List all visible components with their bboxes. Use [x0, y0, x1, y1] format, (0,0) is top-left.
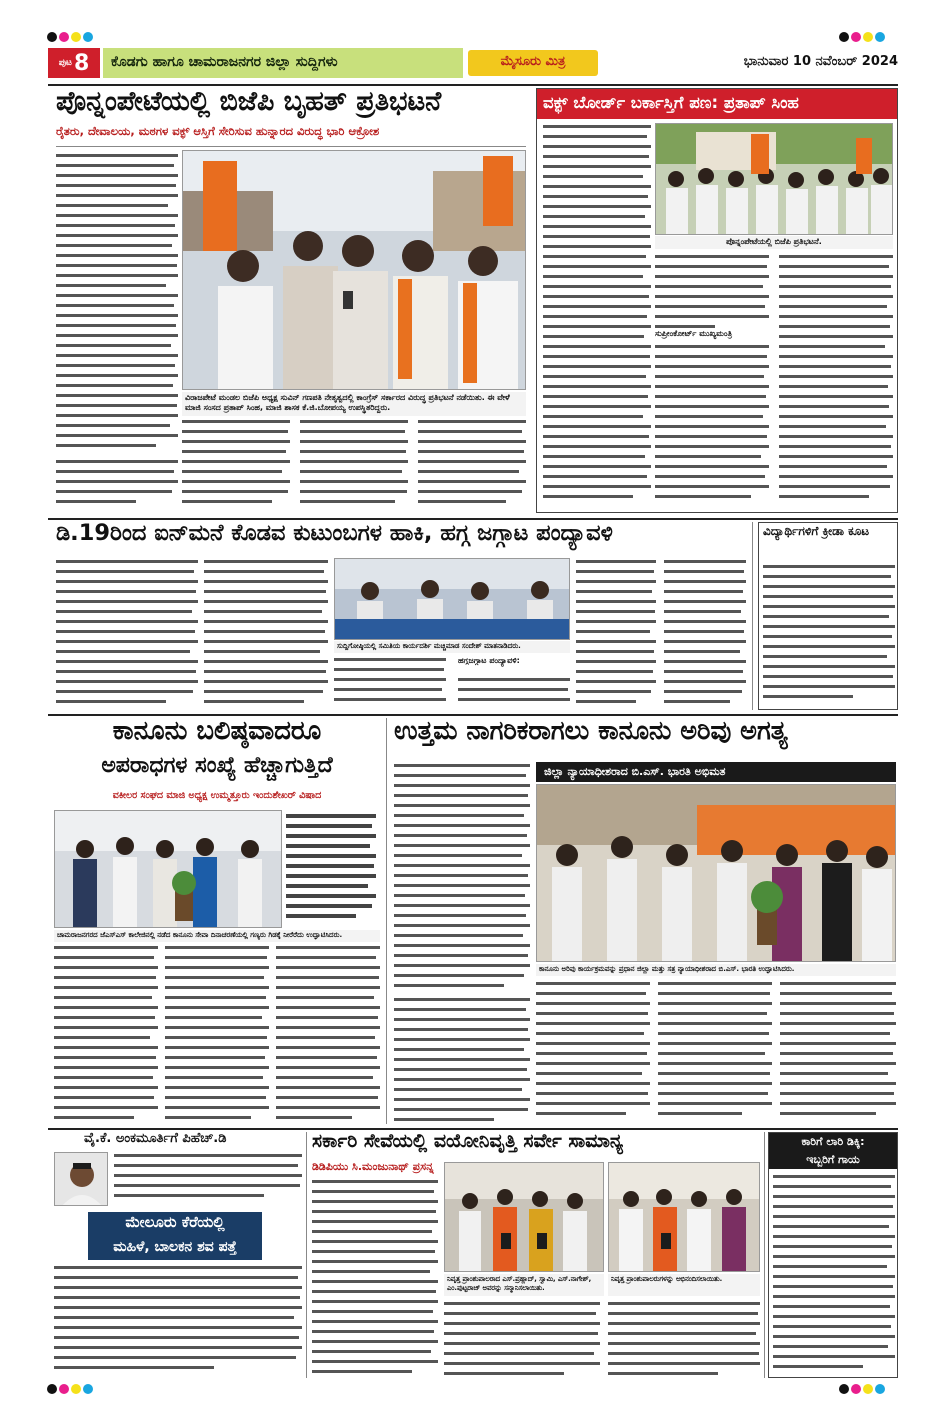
page-label: ಪುಟ	[58, 58, 72, 68]
story-body-column	[312, 1178, 438, 1378]
story-body-columns	[54, 944, 380, 1124]
page-number: 8	[73, 50, 90, 76]
story-body-column	[204, 558, 328, 708]
story-subhead: ರೈತರು, ದೇವಾಲಯ, ಮಠಗಳ ವಕ್ಫ್ ಆಸ್ತಿಗೆ ಸೇರಿಸುವ ಹುನ್ನಾರದ ವಿರುದ್ಧ ಭಾರಿ ಆಕ್ರೋಶ	[56, 124, 380, 138]
story-headline-line2: ಮಹಿಳೆ, ಬಾಲಕನ ಶವ ಪತ್ತೆ	[88, 1236, 262, 1260]
retirement-photo-right	[608, 1162, 760, 1272]
paper-logo: ಮೈಸೂರು ಮಿತ್ರ	[468, 50, 598, 76]
story-headline: ಉತ್ತಮ ನಾಗರಿಕರಾಗಲು ಕಾನೂನು ಅರಿವು ಅಗತ್ಯ	[394, 718, 788, 746]
story-headline: ವೈ.ಕೆ. ಅಂಕಮೂರ್ತಿಗೆ ಪಿಹೆಚ್.ಡಿ	[84, 1132, 227, 1146]
story-body-columns	[536, 980, 896, 1124]
story-kodava-hockey	[48, 522, 748, 710]
story-body-column	[543, 123, 651, 509]
page-number-box	[48, 48, 100, 78]
masthead	[48, 48, 898, 82]
story-subhead: ವಕೀಲರ ಸಂಘದ ಮಾಜಿ ಅಧ್ಯಕ್ಷ ಉಮ್ಮತ್ತೂರು ಇಂದುಶೇಖರ್ ವಿಷಾದ	[112, 790, 322, 801]
story-headline: ವಿದ್ಯಾರ್ಥಿಗಳಿಗೆ ಕ್ರೀಡಾ ಕೂಟ	[763, 525, 870, 538]
story-sports-meet	[758, 522, 898, 710]
story-headline: ಪೊನ್ನಂಪೇಟೆಯಲ್ಲಿ ಬಿಜೆಪಿ ಬೃಹತ್ ಪ್ರತಿಭಟನೆ	[56, 88, 442, 117]
retirement-photo-left	[444, 1162, 604, 1272]
law-day-photo	[54, 810, 282, 928]
story-headline-line1: ಕಾನೂನು ಬಲಿಷ್ಠವಾದರೂ	[112, 718, 322, 746]
column-rule	[752, 522, 753, 710]
story-body-column	[763, 563, 895, 707]
story-phd	[48, 1132, 302, 1208]
story-headline-line1: ಕಾರಿಗೆ ಲಾರಿ ಡಿಕ್ಕಿ:	[769, 1133, 897, 1151]
section-rule	[48, 714, 898, 716]
legal-awareness-caption: ಕಾನೂನು ಅರಿವು ಕಾರ್ಯಕ್ರಮವನ್ನು ಪ್ರಧಾನ ಜಿಲ್ಲಾ ಮತ್ತು ಸತ್ರ ನ್ಯಾಯಾಧೀಶರಾದ ಬಿ.ಎಸ್. ಭಾರತಿ ಉದ್ಘಾಟಿಸಿದರು.	[536, 964, 896, 976]
story-car-lorry	[768, 1132, 898, 1378]
divider	[56, 146, 526, 147]
story-subhead: ಸುಪ್ರೀಂಕೋರ್ಟ್ ಮುಖ್ಯಮಂತ್ರಿ	[655, 329, 769, 341]
protest-photo	[182, 150, 526, 390]
story-body-columns	[655, 253, 893, 509]
section-rule	[48, 518, 898, 520]
registration-dots-top-right	[838, 28, 898, 40]
story-subhead: ಜಿಲ್ಲಾ ನ್ಯಾಯಾಧೀಶರಾದ ಬಿ.ಎಸ್. ಭಾರತಿ ಅಭಿಮತ	[536, 762, 896, 782]
retirement-caption-left: ನಿವೃತ್ತ ಪ್ರಾಂಶುಪಾಲರಾದ ಎಸ್.ಪ್ರಹ್ಲಾದ್, ಸ್ವಾಮಿ, ಎಸ್.ನಾಗೇಶ್, ಎಂ.ಪುಟ್ಟರಾಜ್ ಅವರನ್ನು ಸನ್ಮಾನಿಸಲಾಯಿತು.	[444, 1274, 604, 1296]
story-lake-bodies	[48, 1212, 302, 1378]
story-headline: ಸರ್ಕಾರಿ ಸೇವೆಯಲ್ಲಿ ವಯೋನಿವೃತ್ತಿ ಸರ್ವೇ ಸಾಮಾನ್ಯ	[312, 1132, 624, 1152]
story-body-column	[56, 558, 198, 708]
story-headline-line2: ಇಬ್ಬರಿಗೆ ಗಾಯ	[769, 1151, 897, 1169]
retirement-caption-right: ನಿವೃತ್ತ ಪ್ರಾಂಶುಪಾಲರುಗಳನ್ನು ಅಭಿನಂದಿಸಲಾಯಿತು.	[608, 1274, 760, 1296]
story-legal-awareness	[390, 718, 898, 1124]
story-subhead: ಹಗ್ಗಜಗ್ಗಾಟ ಪಂದ್ಯಾವಳಿ:	[458, 656, 520, 665]
story-headline: ವಕ್ಫ್ ಬೋರ್ಡ್ ಬರ್ಕಾಸ್ತಿಗೆ ಪಣ: ಪ್ರತಾಪ್ ಸಿಂಹ	[537, 89, 897, 119]
story-retirement	[310, 1132, 760, 1378]
press-meet-photo	[334, 558, 570, 640]
story-ponnampet-protest	[48, 88, 528, 513]
section-rule	[48, 1128, 898, 1130]
story-body-columns	[444, 1300, 760, 1378]
legal-awareness-photo	[536, 784, 896, 962]
waqf-protest-photo	[655, 123, 893, 235]
story-body-column-lower	[394, 996, 530, 1124]
column-rule	[764, 1132, 765, 1378]
story-body-column	[394, 762, 530, 992]
story-body-column	[56, 150, 178, 454]
photo-side-note	[286, 810, 380, 928]
masthead-rule	[48, 84, 898, 86]
press-meet-caption: ಸುದ್ದಿಗೋಷ್ಠಿಯಲ್ಲಿ ಸಮಿತಿಯ ಕಾರ್ಯದರ್ಶಿ ಮಚ್ಚಿಮಾಡ ಸಂದೇಶ್ ಮಾತನಾಡಿದರು.	[334, 641, 570, 653]
protest-photo-caption: ವಿರಾಜಪೇಟೆ ಮಂಡಲ ಬಿಜೆಪಿ ಅಧ್ಯಕ್ಷ ಸುವಿನ್ ಗಣಪತಿ ನೇತೃತ್ವದಲ್ಲಿ ಕಾಂಗ್ರೆಸ್ ಸರ್ಕಾರದ ವಿರುದ್ಧ ಪ್ರತಿಭಟನೆ ನಡೆಯಿತು. ಈ ವೇಳೆ ಮಾಜಿ ಸಂಸದ ಪ್ರತಾಪ್ ಸಿಂಹ, ಮಾಜಿ ಶಾಸಕ ಕೆ.ಜಿ.ಬೋಪಯ್ಯ ಉಪಸ್ಥಿತರಿದ್ದರು.	[182, 392, 526, 416]
section-title: ಕೊಡಗು ಹಾಗೂ ಚಾಮರಾಜನಗರ ಜಿಲ್ಲಾ ಸುದ್ದಿಗಳು	[103, 48, 463, 78]
text-lines-placeholder	[56, 150, 178, 454]
story-body-column-left-lower	[56, 458, 178, 510]
issue-date: ಭಾನುವಾರ 10 ನವೆಂಬರ್ 2024	[743, 54, 898, 69]
story-body-column	[576, 558, 746, 708]
registration-dots-bottom-left	[46, 1380, 106, 1392]
column-rule	[386, 718, 387, 1124]
story-body-column	[114, 1152, 302, 1206]
story-body-column	[773, 1173, 895, 1375]
story-headline-line1: ಮೇಲೂರು ಕೆರೆಯಲ್ಲಿ	[88, 1212, 262, 1236]
story-waqf-board	[536, 88, 898, 513]
law-day-caption: ಚಾಮರಾಜನಗರದ ಜೆಎಸ್‌ಎಸ್ ಕಾಲೇಜಿನಲ್ಲಿ ನಡೆದ ಕಾನೂನು ಸೇವಾ ದಿನಾಚರಣೆಯಲ್ಲಿ ಗಣ್ಯರು ಗಿಡಕ್ಕೆ ನೀರೆರೆದು ಉದ್ಘಾಟಿಸಿದರು.	[54, 930, 380, 942]
registration-dots-top-left	[46, 28, 106, 40]
story-body-column	[54, 1264, 302, 1376]
story-headline: ಡಿ.19ರಿಂದ ಐನ್‌ಮನೆ ಕೊಡವ ಕುಟುಂಬಗಳ ಹಾಕಿ, ಹಗ್ಗ ಜಗ್ಗಾಟ ಪಂದ್ಯಾವಳಿ	[56, 522, 613, 546]
story-body-columns-lower	[182, 418, 526, 510]
story-law-crimes	[48, 718, 382, 1124]
portrait-photo	[54, 1152, 108, 1206]
story-subhead: ಡಿಡಿಪಿಯು ಸಿ.ಮಂಜುನಾಥ್ ಪ್ರಸನ್ನ	[312, 1160, 434, 1173]
registration-dots-bottom-right	[838, 1380, 898, 1392]
text-lines-placeholder	[182, 418, 526, 510]
column-rule	[306, 1132, 307, 1378]
waqf-photo-caption: ಪೊನ್ನಂಪೇಟೆಯಲ್ಲಿ ಬಿಜೆಪಿ ಪ್ರತಿಭಟನೆ.	[655, 236, 893, 249]
story-headline-line2: ಅಪರಾಧಗಳ ಸಂಖ್ಯೆ ಹೆಚ್ಚಾಗುತ್ತಿದೆ	[101, 754, 333, 778]
